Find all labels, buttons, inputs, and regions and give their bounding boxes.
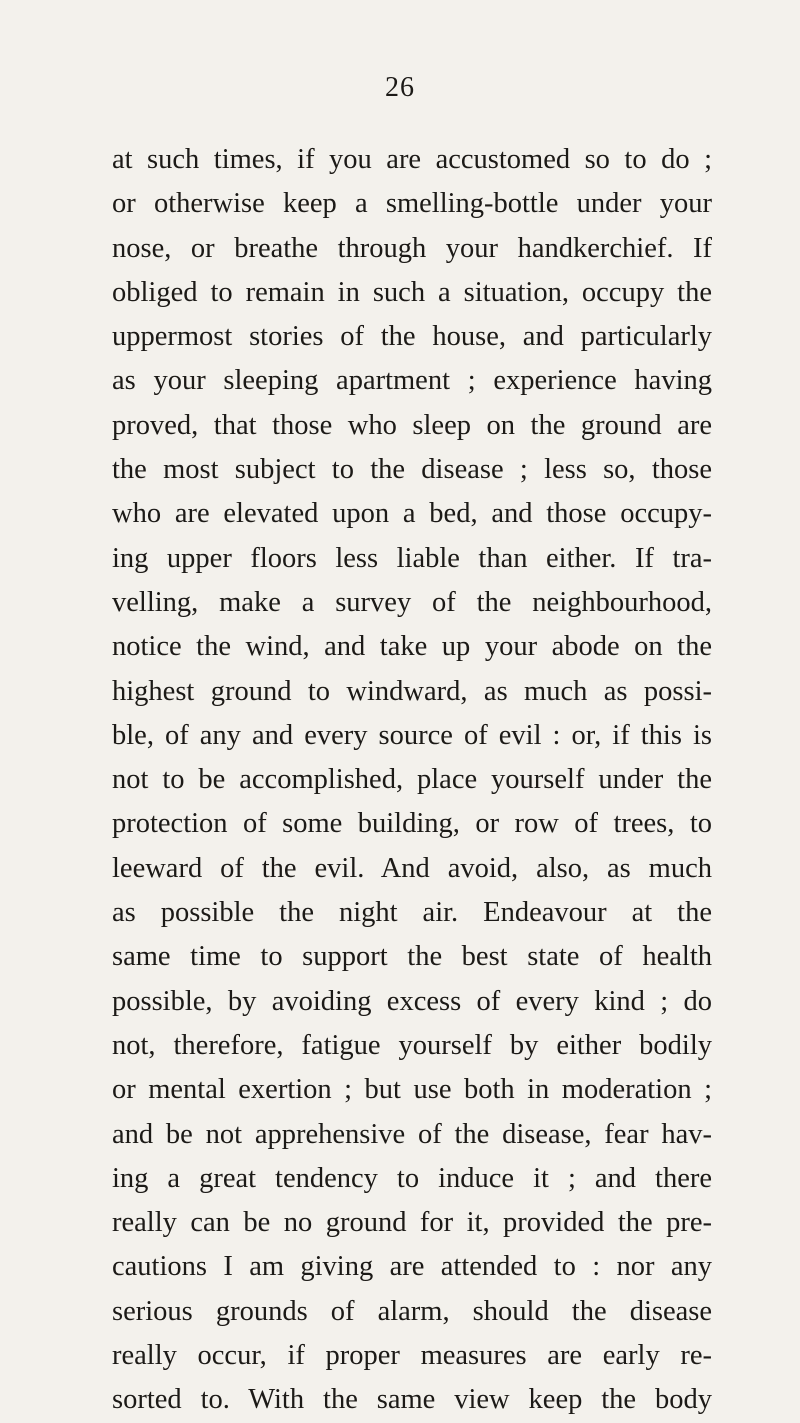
text-line: at such times, if you are accustomed so to do ; — [112, 144, 712, 175]
text-line: ing a great tendency to induce it ; and there — [112, 1162, 712, 1194]
text-line: cautions I am giving are attended to : nor any — [112, 1251, 712, 1283]
text-line: velling, make a survey of the neighbourhood, — [112, 586, 712, 618]
text-line: obliged to remain in such a situation, occupy the — [112, 276, 712, 308]
text-line: sorted to. With the same view keep the body — [112, 1384, 712, 1416]
text-line: or mental exertion ; but use both in moderation ; — [112, 1074, 712, 1106]
text-line: really occur, if proper measures are early re- — [112, 1340, 712, 1372]
text-line: nose, or breathe through your handkerchief. If — [112, 232, 712, 264]
text-line: or otherwise keep a smelling-bottle under your — [112, 188, 712, 220]
text-line: the most subject to the disease ; less so, those — [112, 454, 712, 486]
text-line: really can be no ground for it, provided the pre- — [112, 1207, 712, 1239]
text-line: protection of some building, or row of trees, to — [112, 808, 712, 840]
text-line: leeward of the evil. And avoid, also, as much — [112, 852, 712, 884]
text-line: notice the wind, and take up your abode on the — [112, 631, 712, 663]
text-line: highest ground to windward, as much as possi- — [112, 675, 712, 707]
text-line: as your sleeping apartment ; experience having — [112, 365, 712, 397]
text-line: proved, that those who sleep on the ground are — [112, 409, 712, 441]
text-line: same time to support the best state of health — [112, 941, 712, 973]
text-line: possible, by avoiding excess of every kind ; do — [112, 985, 712, 1017]
text-line: not, therefore, fatigue yourself by either bodily — [112, 1029, 712, 1061]
text-line: who are elevated upon a bed, and those occupy- — [112, 498, 712, 530]
text-line: as possible the night air. Endeavour at the — [112, 897, 712, 929]
text-line: and be not apprehensive of the disease, fear hav- — [112, 1118, 712, 1150]
text-line: uppermost stories of the house, and particularly — [112, 321, 712, 353]
text-line: ing upper floors less liable than either. If tra- — [112, 542, 712, 574]
body-text — [112, 138, 712, 1423]
text-line: serious grounds of alarm, should the disease — [112, 1295, 712, 1327]
page-number: 26 — [385, 72, 415, 103]
text-line: ble, of any and every source of evil : or, if this is — [112, 719, 712, 751]
text-line: not to be accomplished, place yourself under the — [112, 764, 712, 796]
